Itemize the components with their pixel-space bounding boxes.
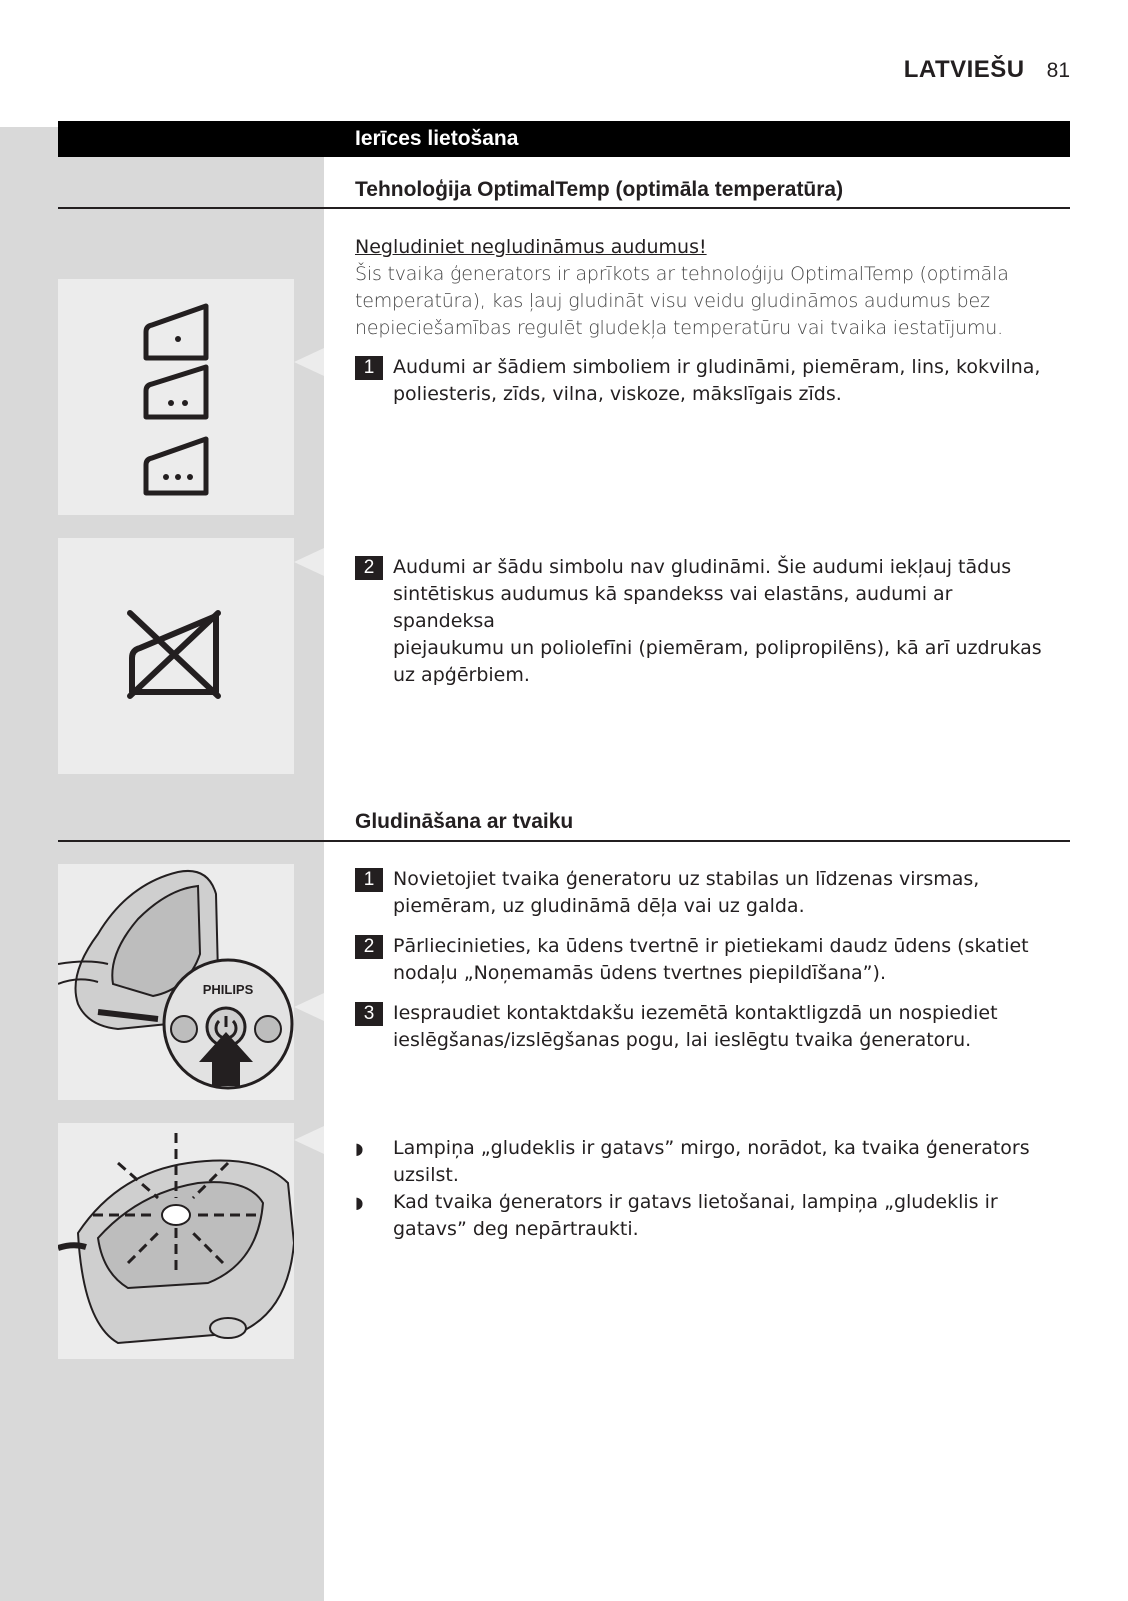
step-text: Audumi ar šādiem simboliem ir gludināmi, piemēram, lins, kokvilna, poliesteris, zīds, vilna, viskoze, mākslīgais zīds. bbox=[393, 356, 1041, 405]
do-not-iron-icon bbox=[58, 538, 294, 774]
illustration-pointer bbox=[294, 993, 324, 1021]
intro-line: Šis tvaika ģenerators ir aprīkots ar tehnoloģiju OptimalTemp (optimāla bbox=[355, 263, 1009, 285]
section-title: Ierīces lietošana bbox=[355, 127, 519, 150]
steam-ironing-heading: Gludināšana ar tvaiku bbox=[355, 810, 574, 833]
intro-line: temperatūra), kas ļauj gludināt visu veidu gludināmos audumus bez bbox=[355, 290, 990, 312]
steam-step-2 bbox=[355, 933, 1060, 987]
step-1-ironable bbox=[355, 354, 1060, 408]
step-number: 1 bbox=[355, 356, 383, 380]
step-text: Iespraudiet kontaktdakšu iezemētā kontaktligzdā un nospiediet ieslēgšanas/izslēgšanas pogu, lai ieslēgtu tvaika ģeneratoru. bbox=[393, 1002, 998, 1051]
warning-text: Negludiniet negludināmus audumus! bbox=[355, 236, 707, 258]
bullet-text: Lampiņa „gludeklis ir gatavs” mirgo, norādot, ka tvaika ģenerators uzsilst. bbox=[393, 1137, 1030, 1186]
step-text: Audumi ar šādu simbolu nav gludināmi. Šie audumi iekļauj tādus sintētiskus audumus kā spandekss vai elastāns, audumi ar spandeksa piejaukumu un poliolefīni (piemēram, polipropilēns), kā arī uzdrukas uz apģērbiem. bbox=[393, 556, 1042, 686]
step-number: 2 bbox=[355, 556, 383, 580]
bullet-item bbox=[355, 1135, 1060, 1189]
heading-rule bbox=[58, 840, 1070, 842]
ready-light-illustration bbox=[58, 1123, 294, 1359]
intro-block bbox=[355, 234, 1055, 342]
iron-ready-light-icon bbox=[58, 1123, 294, 1359]
iron-symbols-illustration bbox=[58, 279, 294, 515]
step-2-non-ironable bbox=[355, 554, 1060, 689]
page-number: 81 bbox=[1046, 59, 1070, 82]
language-label: LATVIEŠU bbox=[903, 56, 1025, 83]
bullet-text: Kad tvaika ģenerators ir gatavs lietošanai, lampiņa „gludeklis ir gatavs” deg nepārtraukti. bbox=[393, 1191, 998, 1240]
step-number: 1 bbox=[355, 868, 383, 892]
heading-rule bbox=[58, 207, 1070, 209]
section-title-bar bbox=[58, 121, 1070, 157]
no-iron-illustration bbox=[58, 538, 294, 774]
intro-line: nepieciešamības regulēt gludekļa temperatūru vai tvaika iestatījumu. bbox=[355, 317, 1003, 339]
illustration-pointer bbox=[294, 1126, 324, 1154]
optimal-temp-heading: Tehnoloģija OptimalTemp (optimāla temperatūra) bbox=[355, 178, 844, 201]
illustration-pointer bbox=[294, 348, 324, 376]
illustration-pointer bbox=[294, 548, 324, 576]
bullet-item bbox=[355, 1189, 1060, 1243]
ironable-symbols-icon bbox=[58, 279, 294, 515]
step-number: 3 bbox=[355, 1002, 383, 1026]
page-header bbox=[904, 56, 1070, 84]
bullet-marker: ◗ bbox=[355, 1139, 364, 1158]
steam-generator-power-icon bbox=[58, 864, 294, 1100]
brand-label: PHILIPS bbox=[202, 982, 254, 997]
steam-step-1 bbox=[355, 866, 1060, 920]
step-text: Pārliecinieties, ka ūdens tvertnē ir pietiekami daudz ūdens (skatiet nodaļu „Noņemamās ūdens tvertnes piepildīšana”). bbox=[393, 935, 1029, 984]
step-text: Novietojiet tvaika ģeneratoru uz stabilas un līdzenas virsmas, piemēram, uz gludināmā dēļa vai uz galda. bbox=[393, 868, 980, 917]
bullet-marker: ◗ bbox=[355, 1193, 364, 1212]
steam-step-3 bbox=[355, 1000, 1060, 1054]
step-number: 2 bbox=[355, 935, 383, 959]
power-button-illustration bbox=[58, 864, 294, 1100]
